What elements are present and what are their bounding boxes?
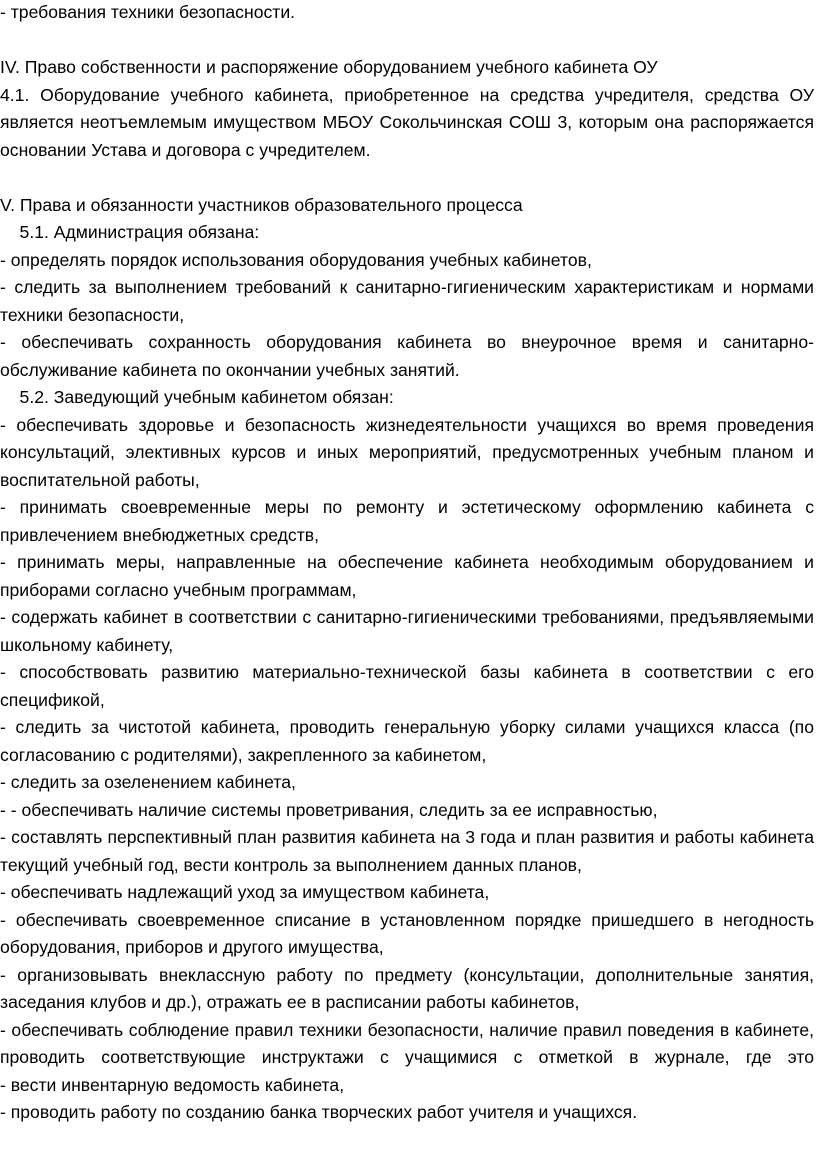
text-line-b8: - - обеспечивать наличие системы проветривания, следить за ее исправностью,: [0, 799, 658, 820]
text-line-b2b: привлечением внебюджетных средств,: [0, 524, 320, 545]
text-line-b1a: - обеспечивать здоровье и безопасность жизнедеятельности учащихся во время проведения: [0, 414, 814, 435]
text-line-b11a: - обеспечивать своевременное списание в установленном порядке пришедшего в негодность: [0, 909, 814, 930]
text-line-a2b: техники безопасности,: [0, 304, 185, 325]
text-line-b14: - вести инвентарную ведомость кабинета,: [0, 1074, 345, 1095]
text-line-b12b: заседания клубов и др.), отражать ее в расписании работы кабинетов,: [0, 992, 580, 1012]
text-line-b11b: оборудования, приборов и другого имущества,: [0, 937, 384, 957]
text-line-b9b: текущий учебный год, вести контроль за выполнением данных планов,: [0, 854, 582, 875]
text-line-a1: - определять порядок использования оборудования учебных кабинетов,: [0, 249, 592, 270]
text-line-b10: - обеспечивать надлежащий уход за имуществом кабинета,: [0, 882, 490, 902]
text-line-b6a: - следить за чистотой кабинета, проводить генеральную уборку силами учащихся класса (по: [0, 717, 814, 737]
text-line-p41c: основании Устава и договора с учредителем.: [0, 139, 371, 160]
text-line-b5a: - способствовать развитию материально-технической базы кабинета в соответствии с его: [0, 662, 814, 682]
text-line-a3a: - обеспечивать сохранность оборудования кабинета во внеурочное время и санитарно-: [0, 332, 814, 352]
text-line-b15: - проводить работу по созданию банка творческих работ учителя и учащихся.: [0, 1102, 638, 1122]
text-line-h5: V. Права и обязанности участников образовательного процесса: [0, 194, 523, 215]
text-line-b5b: спецификой,: [0, 689, 105, 710]
text-line-b6b: согласованию с родителями), закрепленного за кабинетом,: [0, 744, 487, 765]
text-line-a2a: - следить за выполнением требований к санитарно-гигиеническим характеристикам и нормами: [0, 277, 814, 297]
text-line-b4b: школьному кабинету,: [0, 634, 174, 655]
text-line-b2a: - принимать своевременные меры по ремонту и эстетическому оформлению кабинета с: [0, 497, 814, 517]
text-line-b3a: - принимать меры, направленные на обеспечение кабинета необходимым оборудованием и: [0, 552, 814, 572]
text-line-b7: - следить за озеленением кабинета,: [0, 772, 296, 792]
text-line-b13b: проводить соответствующие инструктажи с учащимися с отметкой в журнале, где это: [0, 1047, 814, 1067]
text-line-p41a: 4.1. Оборудование учебного кабинета, приобретенное на средства учредителя, средства ОУ: [0, 84, 814, 105]
text-line-p51: 5.1. Администрация обязана:: [0, 222, 260, 242]
text-line-b9a: - составлять перспективный план развития кабинета на 3 года и план развития и работы кабинета: [0, 827, 814, 847]
text-line-l1: - требования техники безопасности.: [0, 2, 296, 22]
text-line-a3b: обслуживание кабинета по окончании учебных занятий.: [0, 359, 460, 380]
text-line-b1c: воспитательной работы,: [0, 469, 200, 490]
text-line-p41b: является неотъемлемым имуществом МБОУ Сокольчинская СОШ 3, которым она распоряжается: [0, 112, 814, 132]
text-line-p52: 5.2. Заведующий учебным кабинетом обязан:: [0, 387, 394, 407]
text-line-b3b: приборами согласно учебным программам,: [0, 579, 357, 600]
text-line-b1b: консультаций, элективных курсов и иных мероприятий, предусмотренных учебным планом и: [0, 442, 814, 462]
text-line-b4a: - содержать кабинет в соответствии с санитарно-гигиеническими требованиями, предъявляемыми: [0, 607, 814, 627]
text-line-h4: IV. Право собственности и распоряжение оборудованием учебного кабинета ОУ: [0, 57, 658, 77]
text-line-b12a: - организовывать внеклассную работу по предмету (консультации, дополнительные занятия,: [0, 964, 814, 985]
text-line-b13a: - обеспечивать соблюдение правил техники безопасности, наличие правил поведения в кабинете,: [0, 1019, 814, 1040]
